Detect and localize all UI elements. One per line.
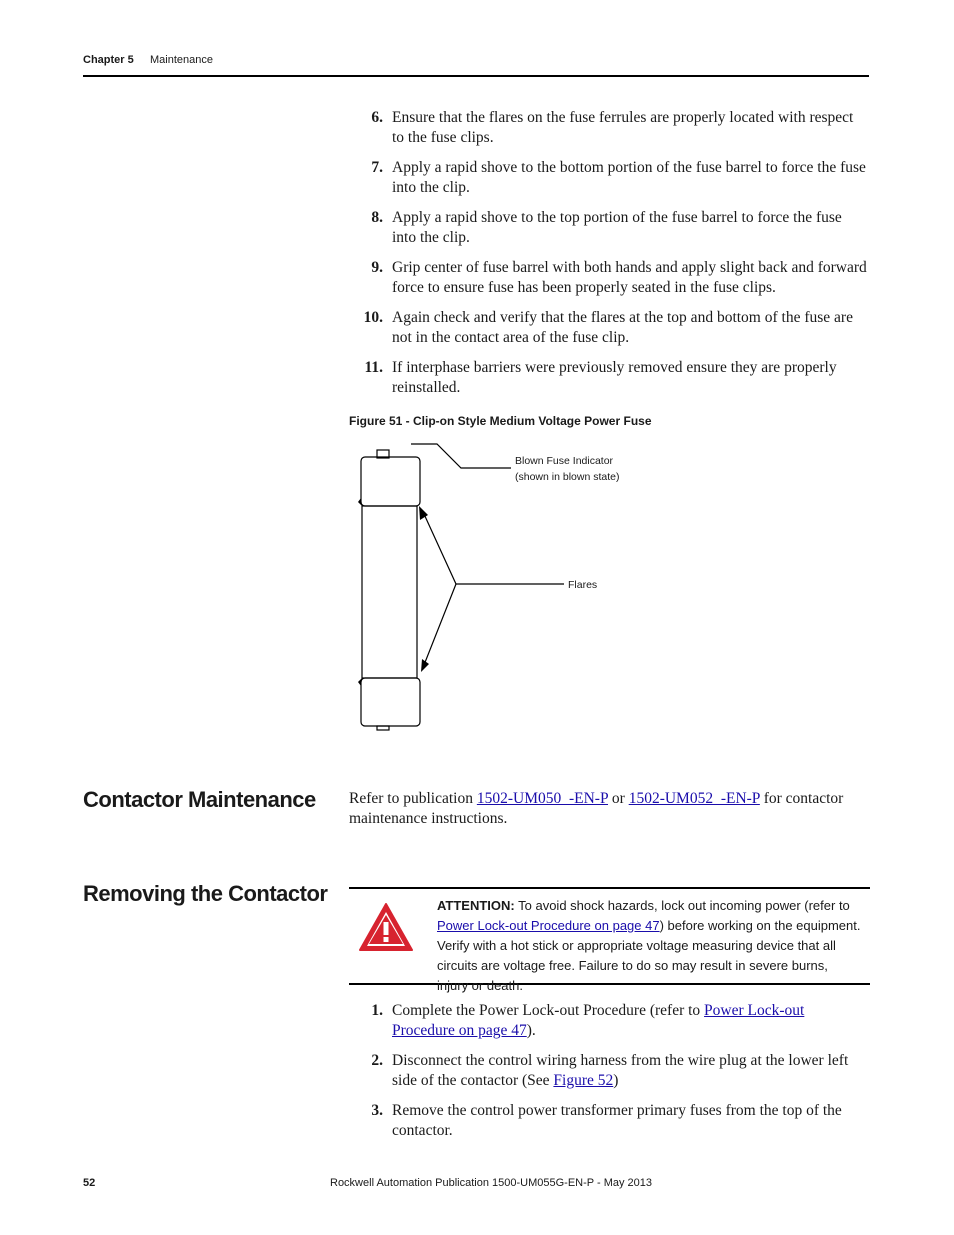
attention-box — [349, 887, 870, 993]
figure-caption: Figure 51 - Clip-on Style Medium Voltage Power Fuse — [349, 414, 652, 428]
link-power-lockout-procedure[interactable]: Power Lock-out Procedure on page 47 — [392, 1002, 805, 1039]
list-item: 2. Disconnect the control wiring harness from the wire plug at the lower left side of the contactor (See Figure 52) — [371, 1052, 849, 1089]
fuse-figure — [349, 440, 869, 740]
fuse-install-steps — [349, 108, 869, 408]
list-item: 11. If interphase barriers were previously removed ensure they are properly reinstalled. — [364, 359, 837, 396]
flares-leader-bottom — [422, 584, 456, 670]
link-power-lockout-procedure[interactable]: Power Lock-out Procedure on page 47 — [437, 918, 660, 933]
fuse-barrel — [362, 506, 417, 678]
list-item: 6. Ensure that the flares on the fuse ferrules are properly located with respect to the fuse clips. — [371, 109, 854, 146]
fuse-drawing — [349, 440, 869, 740]
arrow-top — [419, 506, 428, 520]
link-1502-um050[interactable]: 1502-UM050_-EN-P — [476, 790, 609, 807]
list-item: 9. Grip center of fuse barrel with both hands and apply slight back and forward force to ensure fuse has been properly seated in the fuse clips. — [371, 259, 867, 296]
section-heading-contactor-maintenance: Contactor Maintenance — [83, 787, 316, 812]
indicator-leader — [411, 444, 511, 468]
flares-leader-top — [424, 514, 564, 584]
attention-text: ATTENTION: To avoid shock hazards, lock out incoming power (refer to Power Lock-out Procedure on page 47) before working on the equipment. Verify with a hot stick or appropriate voltage measuring device that all circuits are voltage free. Failure to do so may result in severe burns, injury or death. — [437, 898, 861, 993]
warning-triangle-icon — [358, 901, 414, 953]
list-item: 7. Apply a rapid shove to the bottom portion of the fuse barrel to force the fuse into the clip. — [371, 159, 866, 196]
page-header — [83, 53, 869, 77]
flares-label: Flares — [568, 579, 598, 591]
link-1502-um052[interactable]: 1502-UM052_-EN-P — [628, 790, 760, 807]
list-item: 1. Complete the Power Lock-out Procedure (refer to Power Lock-out Procedure on page 47). — [371, 1002, 805, 1039]
chapter-label: Chapter 5 — [83, 54, 134, 66]
bottom-ferrule — [361, 678, 420, 726]
bottom-pin — [377, 726, 389, 730]
contactor-maintenance-text: Refer to publication 1502-UM050_-EN-P or 1502-UM052_-EN-P for contactor maintenance instructions. — [349, 790, 844, 827]
indicator-label: Blown Fuse Indicator (shown in blown state) — [515, 455, 620, 483]
publication-footer: Rockwell Automation Publication 1500-UM055G-EN-P - May 2013 — [330, 1177, 653, 1189]
top-ferrule — [361, 457, 420, 506]
list-item: 3. Remove the control power transformer primary fuses from the top of the contactor. — [371, 1102, 842, 1139]
list-item: 8. Apply a rapid shove to the top portion of the fuse barrel to force the fuse into the clip. — [371, 209, 842, 246]
section-label: Maintenance — [150, 54, 213, 66]
page-number: 52 — [83, 1177, 96, 1189]
section-heading-removing-contactor: Removing the Contactor — [83, 881, 328, 906]
list-item: 10. Again check and verify that the flares at the top and bottom of the fuse are not in the contact area of the fuse clip. — [363, 309, 853, 346]
remove-contactor-steps — [349, 1001, 869, 1151]
link-figure-52[interactable]: Figure 52 — [553, 1072, 614, 1089]
